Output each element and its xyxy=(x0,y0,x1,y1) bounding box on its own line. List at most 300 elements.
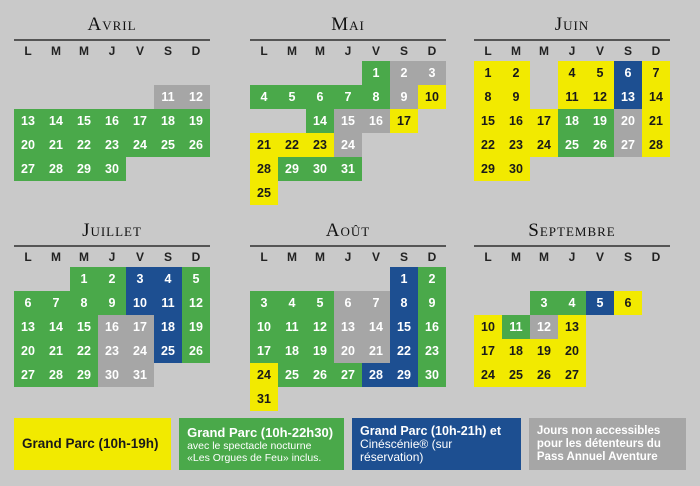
dow-label: J xyxy=(568,44,576,58)
day-cell-empty xyxy=(42,267,70,291)
dow-label: M xyxy=(315,250,325,264)
day-cell-empty xyxy=(362,157,390,181)
day-cell-empty xyxy=(362,267,390,291)
day-cell: 30 xyxy=(98,363,126,387)
day-cell: 17 xyxy=(474,339,502,363)
day-cell: 27 xyxy=(334,363,362,387)
day-cell: 27 xyxy=(14,363,42,387)
day-cell: 20 xyxy=(14,339,42,363)
day-cell: 18 xyxy=(558,109,586,133)
dow-header xyxy=(250,44,446,58)
day-grid xyxy=(474,61,670,181)
day-cell: 12 xyxy=(182,291,210,315)
day-cell: 24 xyxy=(474,363,502,387)
day-cell-empty xyxy=(558,267,586,291)
title-rule xyxy=(14,245,210,247)
day-cell: 14 xyxy=(42,315,70,339)
day-cell: 1 xyxy=(362,61,390,85)
day-cell-empty xyxy=(586,339,614,363)
dow-label: L xyxy=(484,250,492,264)
day-cell: 23 xyxy=(98,339,126,363)
day-cell-empty xyxy=(530,61,558,85)
day-cell-empty xyxy=(70,61,98,85)
day-cell-empty xyxy=(182,157,210,181)
day-cell: 14 xyxy=(642,85,670,109)
day-cell: 11 xyxy=(558,85,586,109)
dow-label: V xyxy=(595,250,604,264)
day-cell: 10 xyxy=(474,315,502,339)
title-rule xyxy=(474,245,670,247)
day-cell: 26 xyxy=(530,363,558,387)
day-cell: 28 xyxy=(42,157,70,181)
day-cell-empty xyxy=(154,363,182,387)
day-cell-empty xyxy=(182,61,210,85)
day-cell: 6 xyxy=(614,291,642,315)
day-cell: 1 xyxy=(474,61,502,85)
month-avril xyxy=(14,14,210,181)
day-cell: 5 xyxy=(182,267,210,291)
day-grid xyxy=(14,267,210,387)
day-cell-empty xyxy=(250,109,278,133)
day-cell: 15 xyxy=(334,109,362,133)
day-cell: 8 xyxy=(390,291,418,315)
day-cell: 2 xyxy=(502,61,530,85)
dow-label: J xyxy=(568,250,576,264)
dow-label: V xyxy=(135,250,144,264)
day-cell: 31 xyxy=(334,157,362,181)
day-cell: 3 xyxy=(250,291,278,315)
day-cell-empty xyxy=(642,339,670,363)
day-grid xyxy=(250,61,446,205)
day-cell-empty xyxy=(390,387,418,411)
day-cell: 30 xyxy=(502,157,530,181)
day-cell: 19 xyxy=(182,109,210,133)
day-cell-empty xyxy=(418,181,446,205)
day-cell: 17 xyxy=(126,109,154,133)
day-cell: 23 xyxy=(98,133,126,157)
day-cell: 8 xyxy=(474,85,502,109)
dow-label: M xyxy=(79,250,89,264)
day-cell-empty xyxy=(126,61,154,85)
day-cell: 23 xyxy=(306,133,334,157)
legend-item-blue xyxy=(352,418,521,470)
dow-label: M xyxy=(51,250,61,264)
dow-label: V xyxy=(595,44,604,58)
month-septembre xyxy=(474,220,670,387)
day-cell: 20 xyxy=(334,339,362,363)
month-aout xyxy=(250,220,446,411)
day-cell: 24 xyxy=(530,133,558,157)
month-title: Juin xyxy=(554,14,590,35)
day-cell-empty xyxy=(390,181,418,205)
day-cell: 13 xyxy=(14,109,42,133)
day-cell-empty xyxy=(418,133,446,157)
day-cell-empty xyxy=(250,61,278,85)
day-cell: 28 xyxy=(642,133,670,157)
legend-label: Grand Parc (10h-22h30) xyxy=(187,424,334,440)
day-cell: 30 xyxy=(306,157,334,181)
day-cell: 28 xyxy=(42,363,70,387)
month-title: Septembre xyxy=(528,220,616,241)
day-cell: 18 xyxy=(154,109,182,133)
dow-label: D xyxy=(651,250,661,264)
day-cell: 5 xyxy=(306,291,334,315)
day-cell-empty xyxy=(642,291,670,315)
day-cell-empty xyxy=(306,181,334,205)
dow-label: D xyxy=(191,44,201,58)
day-grid xyxy=(474,267,670,387)
day-cell-empty xyxy=(418,157,446,181)
day-cell: 13 xyxy=(334,315,362,339)
day-cell-empty xyxy=(614,267,642,291)
dow-label: S xyxy=(399,250,408,264)
day-cell-empty xyxy=(334,181,362,205)
day-cell: 6 xyxy=(334,291,362,315)
day-cell-empty xyxy=(614,315,642,339)
day-cell: 7 xyxy=(42,291,70,315)
dow-label: D xyxy=(651,44,661,58)
day-cell: 9 xyxy=(418,291,446,315)
day-cell-empty xyxy=(642,363,670,387)
day-cell: 21 xyxy=(362,339,390,363)
title-rule xyxy=(250,39,446,41)
day-cell-empty xyxy=(390,157,418,181)
day-cell-empty xyxy=(70,85,98,109)
day-cell: 16 xyxy=(418,315,446,339)
day-cell: 2 xyxy=(418,267,446,291)
day-cell: 25 xyxy=(558,133,586,157)
day-cell: 10 xyxy=(126,291,154,315)
day-cell: 24 xyxy=(250,363,278,387)
day-cell: 4 xyxy=(154,267,182,291)
day-cell: 15 xyxy=(70,109,98,133)
dow-label: M xyxy=(511,250,521,264)
day-cell-empty xyxy=(306,267,334,291)
day-cell: 6 xyxy=(614,61,642,85)
day-cell: 16 xyxy=(502,109,530,133)
day-cell: 5 xyxy=(586,291,614,315)
day-cell: 30 xyxy=(418,363,446,387)
dow-label: M xyxy=(539,250,549,264)
day-cell: 7 xyxy=(334,85,362,109)
day-cell: 3 xyxy=(530,291,558,315)
title-rule xyxy=(250,245,446,247)
day-cell: 17 xyxy=(390,109,418,133)
day-cell: 26 xyxy=(182,339,210,363)
day-cell-empty xyxy=(530,85,558,109)
day-cell-empty xyxy=(126,85,154,109)
month-title: Avril xyxy=(87,14,137,35)
day-cell: 18 xyxy=(502,339,530,363)
month-mai xyxy=(250,14,446,205)
day-grid xyxy=(14,61,210,181)
day-cell-empty xyxy=(14,61,42,85)
dow-label: J xyxy=(344,44,352,58)
day-cell-empty xyxy=(390,133,418,157)
dow-label: S xyxy=(623,250,632,264)
dow-label: J xyxy=(108,44,116,58)
title-rule xyxy=(14,39,210,41)
title-rule xyxy=(474,39,670,41)
day-cell: 22 xyxy=(390,339,418,363)
day-cell: 5 xyxy=(278,85,306,109)
day-cell: 13 xyxy=(558,315,586,339)
day-cell: 10 xyxy=(250,315,278,339)
day-cell-empty xyxy=(126,157,154,181)
day-cell: 25 xyxy=(502,363,530,387)
dow-label: L xyxy=(484,44,492,58)
day-cell: 11 xyxy=(502,315,530,339)
day-cell-empty xyxy=(278,61,306,85)
day-cell-empty xyxy=(278,267,306,291)
day-cell: 31 xyxy=(250,387,278,411)
day-cell: 8 xyxy=(70,291,98,315)
day-cell: 17 xyxy=(126,315,154,339)
day-cell: 2 xyxy=(390,61,418,85)
month-title: Août xyxy=(325,220,371,241)
dow-header xyxy=(474,250,670,264)
legend xyxy=(14,418,686,470)
month-title: Juillet xyxy=(82,220,142,241)
day-cell-empty xyxy=(418,109,446,133)
day-cell-empty xyxy=(278,109,306,133)
day-cell: 17 xyxy=(530,109,558,133)
day-cell-empty xyxy=(250,267,278,291)
day-cell: 29 xyxy=(70,157,98,181)
day-cell: 7 xyxy=(642,61,670,85)
day-cell: 13 xyxy=(614,85,642,109)
day-cell-empty xyxy=(98,61,126,85)
day-cell-empty xyxy=(474,267,502,291)
day-cell: 9 xyxy=(390,85,418,109)
day-cell-empty xyxy=(334,61,362,85)
day-cell-empty xyxy=(614,157,642,181)
day-cell: 12 xyxy=(182,85,210,109)
day-cell-empty xyxy=(278,181,306,205)
day-cell: 30 xyxy=(98,157,126,181)
legend-label: Jours non accessibles pour les détenteurs du Pass Annuel Aventure xyxy=(536,424,661,463)
dow-label: M xyxy=(51,44,61,58)
day-cell: 18 xyxy=(154,315,182,339)
day-grid xyxy=(250,267,446,411)
day-cell-empty xyxy=(42,61,70,85)
dow-label: D xyxy=(427,44,437,58)
day-cell: 20 xyxy=(614,109,642,133)
day-cell-empty xyxy=(14,85,42,109)
day-cell: 29 xyxy=(390,363,418,387)
day-cell: 14 xyxy=(306,109,334,133)
day-cell-empty xyxy=(614,339,642,363)
dow-header xyxy=(14,250,210,264)
day-cell: 11 xyxy=(278,315,306,339)
day-cell: 16 xyxy=(362,109,390,133)
day-cell-empty xyxy=(42,85,70,109)
day-cell: 4 xyxy=(558,61,586,85)
day-cell-empty xyxy=(362,181,390,205)
dow-label: D xyxy=(427,250,437,264)
day-cell: 13 xyxy=(14,315,42,339)
day-cell-empty xyxy=(182,363,210,387)
day-cell-empty xyxy=(278,387,306,411)
day-cell-empty xyxy=(334,387,362,411)
day-cell-empty xyxy=(474,291,502,315)
day-cell: 19 xyxy=(530,339,558,363)
day-cell: 29 xyxy=(474,157,502,181)
day-cell: 12 xyxy=(306,315,334,339)
day-cell-empty xyxy=(614,363,642,387)
day-cell: 23 xyxy=(502,133,530,157)
day-cell: 15 xyxy=(474,109,502,133)
dow-label: V xyxy=(371,250,380,264)
day-cell: 1 xyxy=(390,267,418,291)
dow-label: V xyxy=(371,44,380,58)
day-cell-empty xyxy=(586,363,614,387)
dow-label: M xyxy=(287,250,297,264)
dow-label: L xyxy=(260,44,268,58)
day-cell: 27 xyxy=(14,157,42,181)
day-cell: 25 xyxy=(278,363,306,387)
month-title: Mai xyxy=(331,14,365,35)
dow-label: S xyxy=(163,44,172,58)
day-cell: 16 xyxy=(98,109,126,133)
dow-header xyxy=(474,44,670,58)
day-cell: 21 xyxy=(642,109,670,133)
day-cell: 19 xyxy=(306,339,334,363)
day-cell: 15 xyxy=(70,315,98,339)
day-cell: 2 xyxy=(98,267,126,291)
day-cell-empty xyxy=(558,157,586,181)
day-cell: 22 xyxy=(70,339,98,363)
day-cell: 20 xyxy=(14,133,42,157)
day-cell: 11 xyxy=(154,291,182,315)
month-juillet xyxy=(14,220,210,387)
day-cell: 8 xyxy=(362,85,390,109)
day-cell: 19 xyxy=(586,109,614,133)
month-juin xyxy=(474,14,670,181)
dow-label: L xyxy=(260,250,268,264)
day-cell: 11 xyxy=(154,85,182,109)
legend-item-green xyxy=(179,418,344,470)
day-cell: 28 xyxy=(250,157,278,181)
day-cell: 16 xyxy=(98,315,126,339)
day-cell: 25 xyxy=(154,133,182,157)
dow-label: J xyxy=(108,250,116,264)
day-cell: 21 xyxy=(42,339,70,363)
day-cell: 4 xyxy=(278,291,306,315)
day-cell-empty xyxy=(586,315,614,339)
day-cell-empty xyxy=(98,85,126,109)
dow-header xyxy=(14,44,210,58)
day-cell: 22 xyxy=(70,133,98,157)
day-cell-empty xyxy=(502,267,530,291)
day-cell: 26 xyxy=(182,133,210,157)
day-cell-empty xyxy=(586,157,614,181)
dow-label: D xyxy=(191,250,201,264)
day-cell: 24 xyxy=(126,133,154,157)
legend-label: Grand Parc (10h-19h) xyxy=(22,436,159,451)
day-cell: 4 xyxy=(558,291,586,315)
dow-label: J xyxy=(344,250,352,264)
dow-label: M xyxy=(315,44,325,58)
day-cell: 22 xyxy=(278,133,306,157)
day-cell: 3 xyxy=(126,267,154,291)
legend-sublabel: Cinéscénie® (sur réservation) xyxy=(360,437,453,464)
day-cell-empty xyxy=(530,157,558,181)
dow-label: M xyxy=(79,44,89,58)
day-cell-empty xyxy=(642,267,670,291)
day-cell: 17 xyxy=(250,339,278,363)
day-cell: 20 xyxy=(558,339,586,363)
legend-sublabel: avec le spectacle nocturne «Les Orgues de Feu» inclus. xyxy=(187,439,322,464)
day-cell: 24 xyxy=(334,133,362,157)
day-cell-empty xyxy=(306,387,334,411)
day-cell: 4 xyxy=(250,85,278,109)
day-cell-empty xyxy=(418,387,446,411)
day-cell-empty xyxy=(362,387,390,411)
dow-label: M xyxy=(287,44,297,58)
day-cell: 31 xyxy=(126,363,154,387)
day-cell: 21 xyxy=(250,133,278,157)
day-cell: 29 xyxy=(278,157,306,181)
day-cell-empty xyxy=(14,267,42,291)
legend-item-yellow xyxy=(14,418,171,470)
dow-label: M xyxy=(539,44,549,58)
day-cell: 3 xyxy=(418,61,446,85)
legend-label: Grand Parc (10h-21h) et xyxy=(360,424,502,438)
day-cell: 19 xyxy=(182,315,210,339)
day-cell-empty xyxy=(642,315,670,339)
day-cell: 7 xyxy=(362,291,390,315)
day-cell-empty xyxy=(362,133,390,157)
dow-label: S xyxy=(623,44,632,58)
day-cell: 27 xyxy=(558,363,586,387)
day-cell-empty xyxy=(530,267,558,291)
day-cell: 12 xyxy=(530,315,558,339)
day-cell: 10 xyxy=(418,85,446,109)
day-cell: 24 xyxy=(126,339,154,363)
dow-label: M xyxy=(511,44,521,58)
day-cell: 21 xyxy=(42,133,70,157)
dow-label: L xyxy=(24,250,32,264)
day-cell: 25 xyxy=(250,181,278,205)
day-cell: 26 xyxy=(586,133,614,157)
day-cell: 9 xyxy=(98,291,126,315)
day-cell: 23 xyxy=(418,339,446,363)
day-cell: 1 xyxy=(70,267,98,291)
day-cell-empty xyxy=(586,267,614,291)
day-cell: 14 xyxy=(362,315,390,339)
day-cell: 27 xyxy=(614,133,642,157)
day-cell-empty xyxy=(154,61,182,85)
day-cell: 5 xyxy=(586,61,614,85)
day-cell: 25 xyxy=(154,339,182,363)
dow-label: S xyxy=(399,44,408,58)
day-cell: 6 xyxy=(14,291,42,315)
day-cell-empty xyxy=(154,157,182,181)
legend-item-grey xyxy=(529,418,686,470)
day-cell: 6 xyxy=(306,85,334,109)
day-cell: 22 xyxy=(474,133,502,157)
day-cell: 9 xyxy=(502,85,530,109)
dow-header xyxy=(250,250,446,264)
dow-label: V xyxy=(135,44,144,58)
day-cell-empty xyxy=(334,267,362,291)
day-cell: 18 xyxy=(278,339,306,363)
dow-label: L xyxy=(24,44,32,58)
day-cell: 29 xyxy=(70,363,98,387)
day-cell: 26 xyxy=(306,363,334,387)
day-cell: 28 xyxy=(362,363,390,387)
